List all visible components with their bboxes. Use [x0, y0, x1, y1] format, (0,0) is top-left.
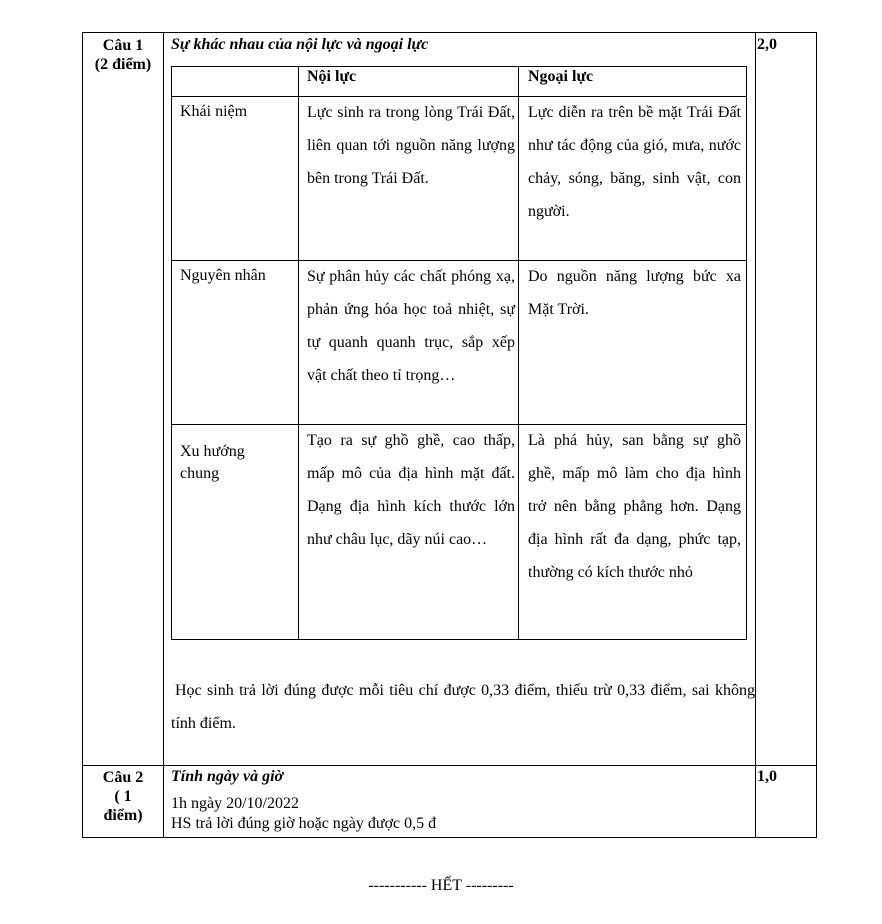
row-label-nguyen-nhan: Nguyên nhân [180, 267, 266, 284]
question-2-label [82, 768, 164, 825]
scoring-note: Học sinh trả lời đúng được mỗi tiêu chí được 0,33 điểm, thiếu trừ 0,33 điểm, sai không tính điểm. [171, 682, 755, 732]
question-2-answer: 1h ngày 20/10/2022 [171, 795, 299, 812]
question-1-score: 2,0 [757, 36, 777, 53]
inner-border-col1 [298, 66, 299, 640]
inner-border-right [746, 66, 747, 640]
cell-nguyen-nhan-noi-luc: Sự phân hủy các chất phóng xạ, phản ứng hóa học toả nhiệt, sự tự quanh quanh trục, sắp xếp vật chất theo tỉ trọng… [307, 268, 515, 384]
question-1-points: (2 điểm) [94, 56, 152, 73]
question-2-points-open: ( 1 [114, 788, 132, 805]
header-noi-luc: Nội lực [307, 68, 357, 85]
question-1-number: Câu 1 [102, 37, 144, 54]
row-label-khai-niem: Khái niệm [180, 103, 248, 120]
inner-border-top [171, 66, 747, 67]
comparison-table [171, 66, 747, 640]
cell-xu-huong-noi-luc: Tạo ra sự ghồ ghề, cao thấp, mấp mô của địa hình mặt đất. Dạng địa hình kích thước lớn như châu lục, dãy núi cao… [307, 432, 515, 548]
cell-xu-huong-ngoai-luc: Là phá hủy, san bằng sự ghồ ghề, mấp mô làm cho địa hình trở nên bằng phẳng hơn. Dạng địa hình rất đa dạng, phức tạp, thường có kích thước nhỏ [528, 432, 741, 581]
table-border-top [82, 32, 817, 33]
inner-border-bottom [171, 639, 747, 640]
table-border-right [816, 32, 817, 838]
question-2-scoring: HS trả lời đúng giờ hoặc ngày được 0,5 đ [171, 815, 437, 832]
question-2-number: Câu 2 [102, 769, 144, 786]
cell-nguyen-nhan-ngoai-luc: Do nguồn năng lượng bức xa Mặt Trời. [528, 268, 741, 318]
table-border-col2 [755, 32, 756, 838]
inner-border-left [171, 66, 172, 640]
table-row-divider [82, 765, 817, 766]
table-border-bottom [82, 837, 817, 838]
table-border-col1 [163, 32, 164, 838]
cell-khai-niem-ngoai-luc: Lực diễn ra trên bề mặt Trái Đất như tác động của gió, mưa, nước chảy, sóng, băng, sinh vật, con người. [528, 104, 741, 220]
header-ngoai-luc: Ngoại lực [528, 68, 594, 85]
inner-border-col2 [518, 66, 519, 640]
table-border-left [82, 32, 83, 838]
end-marker: ----------- HẾT --------- [368, 877, 514, 894]
question-2-points-close: điểm) [103, 807, 143, 824]
question-1-label [82, 36, 164, 74]
question-2-score: 1,0 [757, 768, 777, 785]
row-label-xu-huong-chung: Xu hướng chung [180, 443, 245, 482]
question-1-heading: Sự khác nhau của nội lực và ngoại lực [171, 36, 429, 53]
question-2-heading: Tính ngày và giờ [171, 768, 284, 785]
cell-khai-niem-noi-luc: Lực sinh ra trong lòng Trái Đất, liên quan tới nguồn năng lượng bên trong Trái Đất. [307, 104, 515, 187]
